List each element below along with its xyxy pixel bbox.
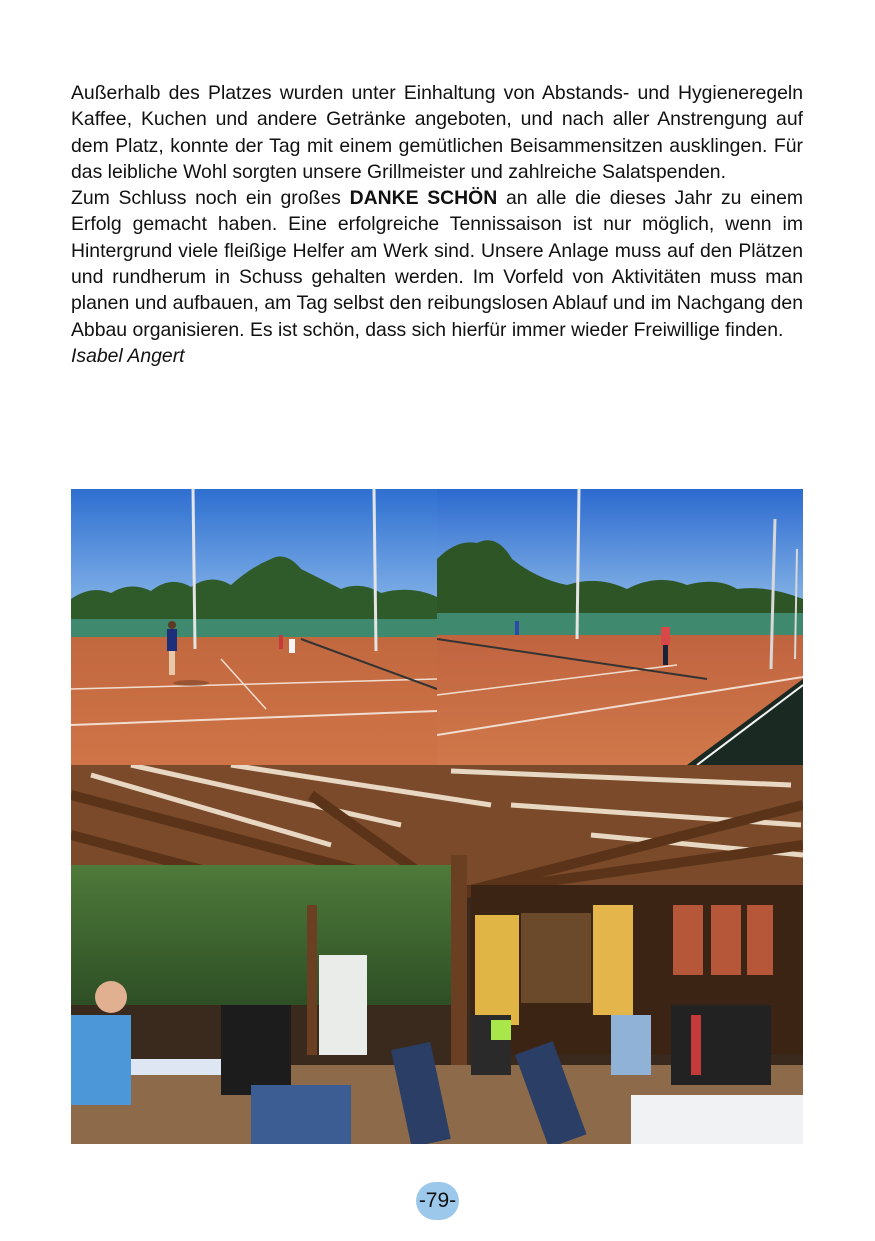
page-number: -79- xyxy=(416,1182,459,1220)
paragraph-2 xyxy=(71,185,803,343)
paragraph-2-start: Zum Schluss noch ein großes xyxy=(71,187,350,210)
clubhouse-terrace-photo xyxy=(71,765,803,1144)
paragraph-1: Außerhalb des Platzes wurden unter Einhaltung von Abstands- und Hygieneregeln Kaffee, Kuchen und andere Getränke angeboten, und nach aller Anstrengung auf dem Platz, konnte der Tag mit einem gemütlichen Beisammensitzen ausklingen. Für das leibliche Wohl sorgten unsere Grillmeister und zahlreiche Salatspenden. xyxy=(71,82,803,183)
tennis-court-photo-right xyxy=(437,489,803,765)
thanks-highlight: DANKE SCHÖN xyxy=(349,187,498,210)
article-text xyxy=(71,80,803,369)
tennis-court-photo-left xyxy=(71,489,437,765)
photo-collage xyxy=(71,489,803,1144)
author-name: Isabel Angert xyxy=(71,344,185,367)
paragraph-2-end: an alle die dieses Jahr zu einem Erfolg gemacht haben. Eine erfolgreiche Tennissaison ist nur möglich, wenn im Hintergrund viele fleißige Helfer am Werk sind. Unsere Anlage muss auf den Plätzen und rundherum in Schuss gehalten werden. Im Vorfeld von Aktivitäten muss man planen und aufbauen, am Tag selbst den reibungslosen Ablauf und im Nachgang den Abbau organisieren. Es ist schön, dass sich hierfür immer wieder Freiwillige finden. xyxy=(71,187,804,341)
